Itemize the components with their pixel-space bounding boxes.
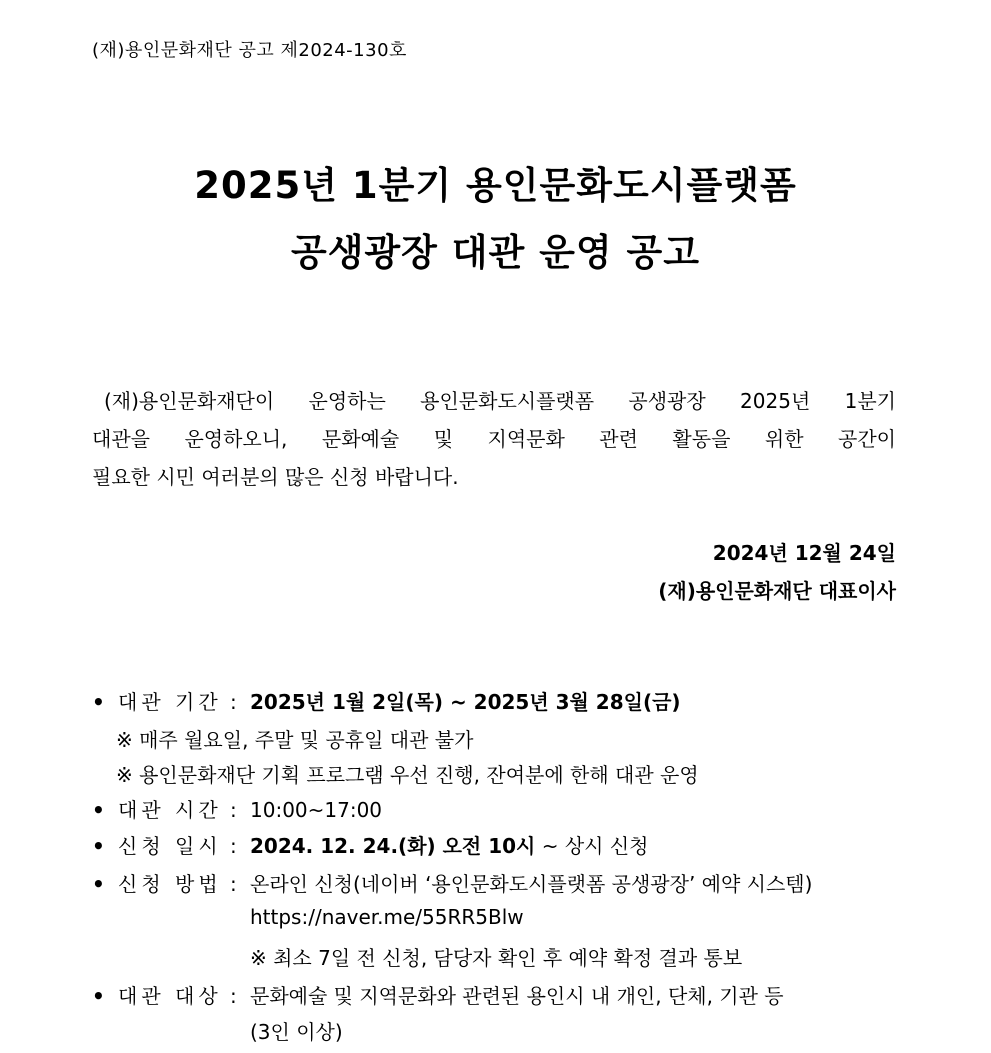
bullet: • — [92, 798, 105, 822]
signature-org: (재)용인문화재단 대표이사 — [658, 579, 896, 603]
method-note: ※ 최소 7일 전 신청, 담당자 확인 후 예약 확정 결과 통보 — [250, 946, 743, 970]
detail-row-apply-date — [92, 830, 649, 859]
method-label: 신청 방법 — [118, 872, 222, 896]
detail-row-target — [92, 980, 784, 1009]
period-label: 대관 기간 — [118, 690, 222, 714]
apply-date-rest: ~ 상시 신청 — [535, 834, 649, 858]
hours-label: 대관 시간 — [118, 798, 222, 822]
intro-paragraph — [92, 382, 896, 496]
period-note-1: ※ 매주 월요일, 주말 및 공휴일 대관 불가 — [116, 728, 474, 752]
target-value-2: (3인 이상) — [250, 1020, 343, 1044]
method-value: 온라인 신청(네이버 ‘용인문화도시플랫폼 공생광장’ 예약 시스템) — [250, 872, 813, 896]
hours-value: 10:00~17:00 — [250, 798, 383, 822]
detail-row-period — [92, 686, 681, 715]
page-title-line2: 공생광장 대관 운영 공고 — [290, 231, 701, 274]
detail-row-hours — [92, 794, 382, 823]
method-url-link[interactable]: https://naver.me/55RR5Blw — [250, 905, 524, 929]
bullet: • — [92, 834, 105, 858]
intro-line-2: 대관을 운영하오니, 문화예술 및 지역문화 관련 활동을 위한 공간이 — [92, 427, 896, 451]
period-note-2: ※ 용인문화재단 기획 프로그램 우선 진행, 잔여분에 한해 대관 운영 — [116, 763, 699, 787]
colon: : — [230, 984, 237, 1008]
intro-line-3: 필요한 시민 여러분의 많은 신청 바랍니다. — [92, 465, 459, 489]
colon: : — [230, 872, 237, 896]
detail-row-method — [92, 868, 812, 897]
target-value: 문화예술 및 지역문화와 관련된 용인시 내 개인, 단체, 기관 등 — [250, 984, 784, 1008]
notice-number: (재)용인문화재단 공고 제2024-130호 — [92, 40, 407, 61]
signature-date: 2024년 12월 24일 — [712, 541, 896, 565]
target-label: 대관 대상 — [118, 984, 222, 1008]
intro-line-1: (재)용인문화재단이 운영하는 용인문화도시플랫폼 공생광장 2025년 1분기 — [104, 389, 896, 413]
bullet: • — [92, 690, 105, 714]
bullet: • — [92, 984, 105, 1008]
colon: : — [230, 834, 237, 858]
bullet: • — [92, 872, 105, 896]
colon: : — [230, 798, 237, 822]
page-title-line1: 2025년 1분기 용인문화도시플랫폼 — [194, 164, 797, 207]
apply-date-label: 신청 일시 — [118, 834, 222, 858]
apply-date-value: 2024. 12. 24.(화) 오전 10시 — [250, 834, 536, 858]
period-value: 2025년 1월 2일(목) ~ 2025년 3월 28일(금) — [250, 690, 681, 714]
colon: : — [230, 690, 237, 714]
